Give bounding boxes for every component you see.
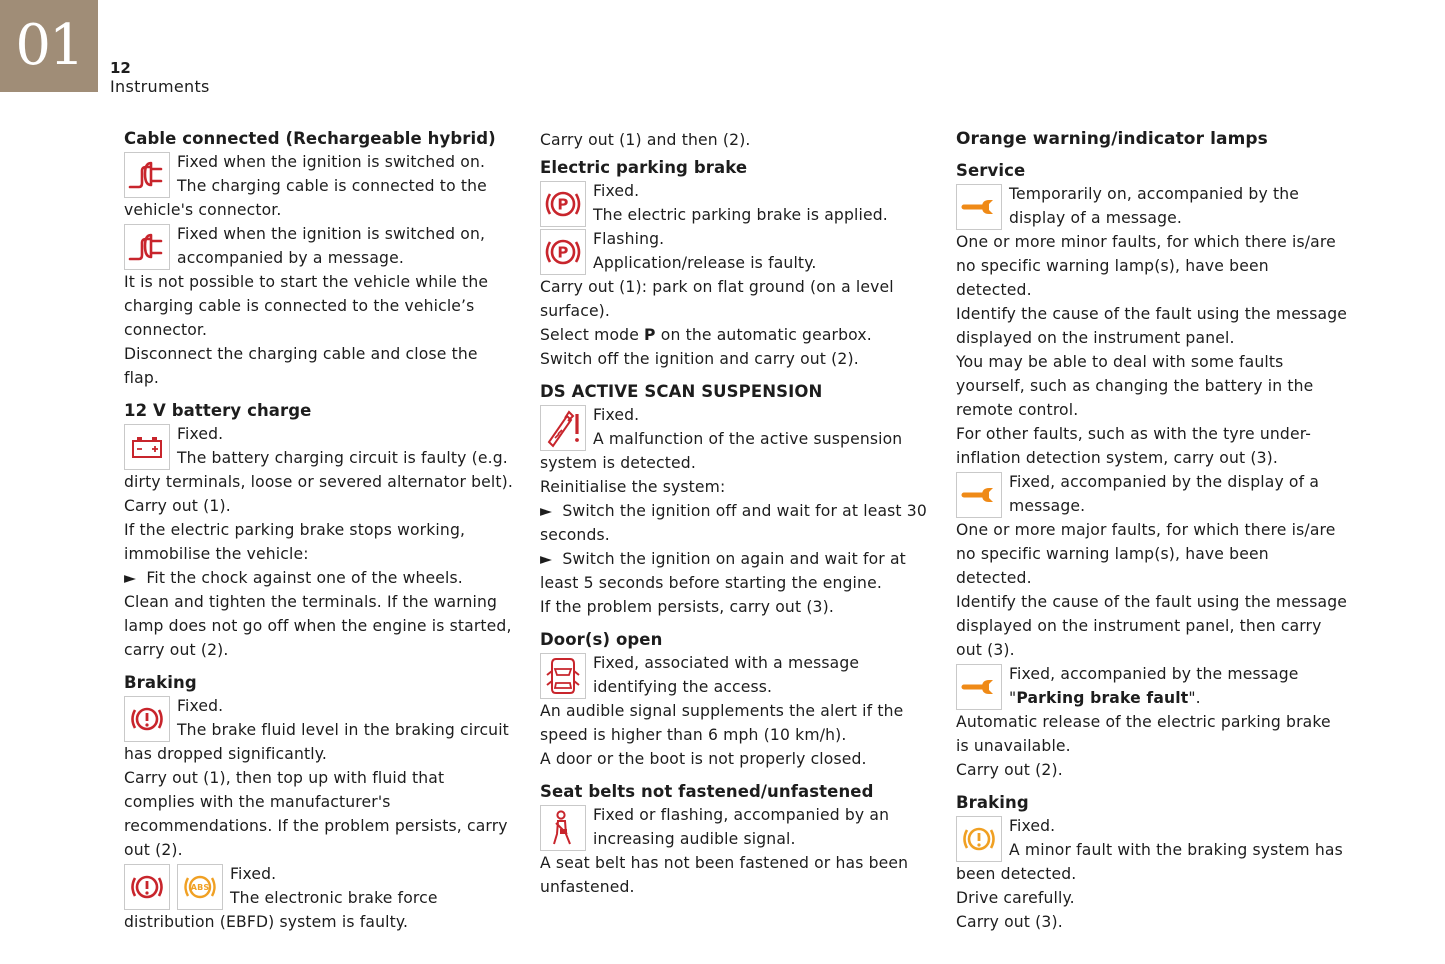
epb-text-1: Fixed.	[593, 182, 640, 200]
epb-text-3: Flashing.	[593, 230, 665, 248]
service-text-6	[956, 686, 1348, 710]
epb-paragraph-2	[540, 323, 935, 347]
doors-text-2: identifying the access.	[593, 678, 773, 696]
column-3	[956, 128, 1348, 934]
epb-p2-post: on the automatic gearbox.	[655, 326, 872, 344]
service-paragraph-7: Automatic release of the electric parking brake is unavailable.	[956, 713, 1331, 755]
wrench-icon	[956, 664, 1002, 710]
scan-bullet-2-text: Switch the ignition on again and wait for at least 5 seconds before starting the engine.	[540, 550, 906, 592]
battery-bullet	[124, 566, 516, 590]
service-paragraph-4: For other faults, such as with the tyre under-inflation detection system, carry out (3).	[956, 425, 1312, 467]
epb-text-4: Application/release is faulty.	[593, 254, 817, 272]
battery-text-2: The battery charging circuit is faulty (e.g. dirty terminals, loose or severed alternator belt).	[124, 449, 513, 491]
braking-text-4: The electronic brake force distribution (EBFD) system is faulty.	[124, 889, 438, 931]
bullet-icon: ►	[540, 502, 553, 520]
brake-warning-icon	[124, 696, 170, 742]
braking-orange-paragraph-2: Carry out (3).	[956, 913, 1063, 931]
brake-warning-icon	[124, 864, 170, 910]
charging-plug-icon	[124, 224, 170, 270]
column-1	[124, 128, 516, 934]
cable-text-3: Fixed when the ignition is switched on,	[177, 225, 486, 243]
epb-p2-pre: Select mode	[540, 326, 645, 344]
service-text-5: Fixed, accompanied by the message	[1009, 665, 1299, 683]
battery-bullet-text: Fit the chock against one of the wheels.	[146, 569, 463, 587]
battery-paragraph-2: If the electric parking brake stops working, immobilise the vehicle:	[124, 521, 466, 563]
service-text-3: Fixed, accompanied by the display of a	[1009, 473, 1320, 491]
wrench-icon	[956, 472, 1002, 518]
braking-paragraph-1: Carry out (1), then top up with fluid that complies with the manufacturer's recommendations. If the problem persists, carry out (2).	[124, 769, 508, 859]
service-paragraph-1: One or more minor faults, for which there is/are no specific warning lamp(s), have been detected.	[956, 233, 1336, 299]
cable-text-4: accompanied by a message.	[177, 249, 404, 267]
cable-paragraph-2: Disconnect the charging cable and close the flap.	[124, 345, 478, 387]
heading-doors-open: Door(s) open	[540, 630, 663, 649]
page-number: 12	[110, 59, 131, 77]
epb-text-2: The electric parking brake is applied.	[593, 206, 888, 224]
doors-paragraph-2: A door or the boot is not properly closed.	[540, 750, 867, 768]
cable-text-2: The charging cable is connected to the vehicle's connector.	[124, 177, 487, 219]
braking-orange-paragraph-1: Drive carefully.	[956, 889, 1075, 907]
scan-bullet-1-text: Switch the ignition off and wait for at least 30 seconds.	[540, 502, 927, 544]
door-open-icon	[540, 653, 586, 699]
seat-belt-icon	[540, 805, 586, 851]
suspension-icon	[540, 405, 586, 451]
brake-warning-icon	[956, 816, 1002, 862]
service-paragraph-3: You may be able to deal with some faults yourself, such as changing the battery in the remote control.	[956, 353, 1314, 419]
battery-icon	[124, 424, 170, 470]
bullet-icon: ►	[540, 550, 553, 568]
svg-text:P: P	[557, 243, 569, 262]
parking-brake-fault-message: Parking brake fault	[1016, 689, 1189, 707]
braking-orange-text-1: Fixed.	[1009, 817, 1056, 835]
wrench-icon	[956, 184, 1002, 230]
charging-plug-icon	[124, 152, 170, 198]
heading-orange-lamps: Orange warning/indicator lamps	[956, 129, 1268, 149]
service-paragraph-5: One or more major faults, for which there is/are no specific warning lamp(s), have been detected.	[956, 521, 1336, 587]
epb-paragraph-1: Carry out (1): park on flat ground (on a level surface).	[540, 278, 894, 320]
heading-electric-parking-brake: Electric parking brake	[540, 158, 748, 177]
column-2-intro: Carry out (1) and then (2).	[540, 131, 751, 149]
scan-paragraph-2: If the problem persists, carry out (3).	[540, 598, 834, 616]
belts-paragraph-1: A seat belt has not been fastened or has been unfastened.	[540, 854, 909, 896]
service-paragraph-6: Identify the cause of the fault using the message displayed on the instrument panel, then carry out (3).	[956, 593, 1347, 659]
section-title: Instruments	[110, 77, 210, 96]
quote-open: "	[1009, 689, 1017, 707]
cable-paragraph-1: It is not possible to start the vehicle while the charging cable is connected to the vehicle’s connector.	[124, 273, 489, 339]
service-text-1: Temporarily on, accompanied by the	[1009, 185, 1299, 203]
svg-text:P: P	[557, 195, 569, 214]
service-text-4: message.	[1009, 497, 1086, 515]
quote-close: ".	[1188, 689, 1201, 707]
scan-text-2: A malfunction of the active suspension system is detected.	[540, 430, 903, 472]
parking-brake-icon	[540, 229, 586, 275]
braking-orange-text-2: A minor fault with the braking system has been detected.	[956, 841, 1343, 883]
doors-paragraph-1: An audible signal supplements the alert if the speed is higher than 6 mph (10 km/h).	[540, 702, 904, 744]
service-paragraph-2: Identify the cause of the fault using the message displayed on the instrument panel.	[956, 305, 1347, 347]
heading-seat-belts: Seat belts not fastened/unfastened	[540, 782, 874, 801]
chapter-tab	[0, 0, 98, 92]
service-paragraph-8: Carry out (2).	[956, 761, 1063, 779]
cable-text-1: Fixed when the ignition is switched on.	[177, 153, 486, 171]
heading-active-scan-suspension: DS ACTIVE SCAN SUSPENSION	[540, 382, 823, 401]
heading-cable-connected: Cable connected (Rechargeable hybrid)	[124, 129, 496, 148]
parking-brake-icon	[540, 181, 586, 227]
belts-text-2: increasing audible signal.	[593, 830, 796, 848]
bullet-icon: ►	[124, 569, 137, 587]
belts-text-1: Fixed or flashing, accompanied by an	[593, 806, 890, 824]
scan-bullet-2	[540, 547, 935, 595]
column-2	[540, 128, 935, 899]
heading-service: Service	[956, 161, 1026, 180]
epb-p2-bold: P	[644, 326, 656, 344]
chapter-number: 01	[15, 13, 83, 78]
scan-text-1: Fixed.	[593, 406, 640, 424]
battery-text-1: Fixed.	[177, 425, 224, 443]
braking-text-1: Fixed.	[177, 697, 224, 715]
svg-text:ABS: ABS	[190, 883, 210, 892]
braking-text-3: Fixed.	[230, 865, 277, 883]
scan-bullet-1	[540, 499, 935, 547]
heading-battery-charge: 12 V battery charge	[124, 401, 312, 420]
scan-paragraph-1: Reinitialise the system:	[540, 478, 726, 496]
doors-text-1: Fixed, associated with a message	[593, 654, 860, 672]
braking-text-2: The brake fluid level in the braking circuit has dropped significantly.	[124, 721, 509, 763]
epb-paragraph-3: Switch off the ignition and carry out (2).	[540, 350, 859, 368]
service-text-2: display of a message.	[1009, 209, 1183, 227]
battery-paragraph-1: Carry out (1).	[124, 497, 231, 515]
battery-paragraph-3: Clean and tighten the terminals. If the warning lamp does not go off when the engine is started, carry out (2).	[124, 593, 512, 659]
heading-braking: Braking	[124, 673, 197, 692]
heading-braking-orange: Braking	[956, 793, 1029, 812]
abs-icon	[177, 864, 223, 910]
